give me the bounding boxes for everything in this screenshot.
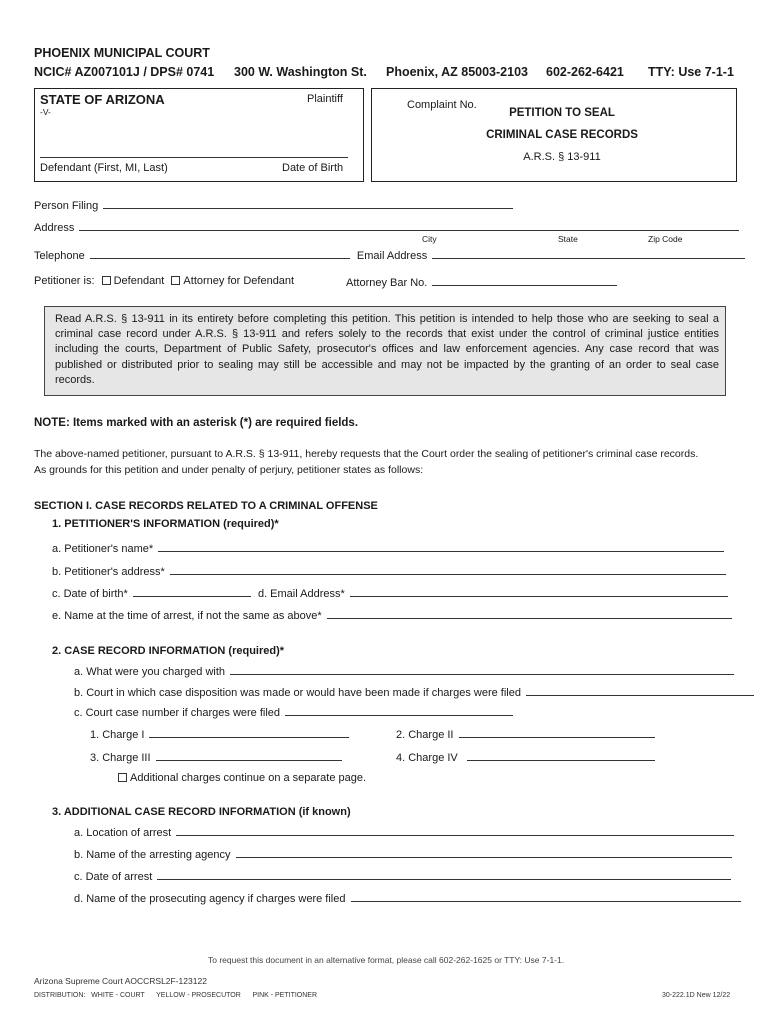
- charge-4-row: [396, 750, 655, 764]
- prosecuting-agency-field[interactable]: [351, 891, 741, 902]
- dob-label: Date of Birth: [282, 162, 344, 174]
- petitioner-dob-label: c. Date of birth*: [52, 588, 128, 600]
- charged-with-row: [74, 664, 734, 678]
- charged-with-field[interactable]: [230, 664, 734, 675]
- petitioner-address-label: b. Petitioner's address*: [52, 566, 165, 578]
- arrest-name-row: [52, 608, 732, 622]
- section-1-title: SECTION I. CASE RECORDS RELATED TO A CRIMINAL OFFENSE: [34, 500, 378, 512]
- charge-2-label: 2. Charge II: [396, 729, 454, 741]
- person-filing-label: Person Filing: [34, 200, 99, 212]
- arrest-date-row: [74, 869, 731, 883]
- telephone-field[interactable]: [90, 248, 350, 259]
- email-field[interactable]: [432, 248, 745, 259]
- email-label: Email Address: [356, 250, 428, 262]
- disposition-court-row: [74, 685, 754, 699]
- charge-2-row: [396, 727, 655, 741]
- disposition-court-field[interactable]: [526, 685, 754, 696]
- petitioner-dob-field[interactable]: [133, 586, 251, 597]
- notice-box: [44, 306, 726, 396]
- petitioner-address-row: [52, 564, 726, 578]
- person-filing-row: [34, 198, 513, 212]
- additional-charges-label: Additional charges continue on a separate page.: [130, 772, 367, 784]
- prosecuting-agency-row: [74, 891, 741, 905]
- petition-statute: A.R.S. § 13-911: [523, 151, 601, 163]
- defendant-checkbox[interactable]: [102, 276, 111, 285]
- bar-no-row: [346, 275, 617, 289]
- charge-3-row: [90, 750, 342, 764]
- form-number: 30-222.1D New 12/22: [662, 992, 731, 999]
- attorney-checkbox[interactable]: [171, 276, 180, 285]
- petitioner-email-label: d. Email Address*: [257, 588, 345, 600]
- disposition-court-label: b. Court in which case disposition was made or would have been made if charges were filed: [74, 687, 521, 699]
- required-note: NOTE: Items marked with an asterisk (*) are required fields.: [34, 417, 359, 429]
- telephone-label: Telephone: [34, 250, 85, 262]
- arrest-name-label: e. Name at the time of arrest, if not the same as above*: [52, 610, 322, 622]
- arrest-date-label: c. Date of arrest: [74, 871, 153, 883]
- petitioner-name-row: [52, 541, 724, 555]
- court-name: PHOENIX MUNICIPAL COURT: [34, 46, 210, 60]
- complaint-no-label: Complaint No.: [407, 99, 477, 111]
- additional-info-heading: 3. ADDITIONAL CASE RECORD INFORMATION (if known): [52, 806, 351, 818]
- case-number-field[interactable]: [285, 705, 513, 716]
- form-id: Arizona Supreme Court AOCCRSL2F-123122: [34, 976, 207, 986]
- petitioner-info-heading: 1. PETITIONER'S INFORMATION (required)*: [52, 518, 279, 530]
- arrest-location-field[interactable]: [176, 825, 734, 836]
- case-number-row: [74, 705, 513, 719]
- defendant-line[interactable]: [40, 157, 348, 158]
- zip-label: Zip Code: [648, 234, 683, 244]
- versus-label: -V-: [40, 107, 51, 117]
- petitioner-name-field[interactable]: [158, 541, 724, 552]
- arrest-location-label: a. Location of arrest: [74, 827, 172, 839]
- additional-charges-row: [118, 772, 366, 784]
- state-of-arizona: STATE OF ARIZONA: [40, 92, 165, 107]
- address-row: [34, 220, 739, 234]
- arrest-location-row: [74, 825, 734, 839]
- person-filing-field[interactable]: [103, 198, 513, 209]
- court-address: 300 W. Washington St.: [234, 65, 367, 79]
- state-label: State: [558, 234, 578, 244]
- case-record-heading: 2. CASE RECORD INFORMATION (required)*: [52, 645, 285, 657]
- alt-format-notice: To request this document in an alternative format, please call 602-262-1625 or TTY: Use 7-1-1.: [208, 955, 565, 965]
- petitioner-is-row: [34, 275, 294, 287]
- intro-line-2: As grounds for this petition and under penalty of perjury, petitioner states as follows:: [34, 464, 424, 476]
- court-tty: TTY: Use 7-1-1: [648, 65, 734, 79]
- telephone-row: [34, 248, 745, 262]
- charge-3-label: 3. Charge III: [90, 752, 151, 764]
- charge-1-field[interactable]: [149, 727, 349, 738]
- arresting-agency-label: b. Name of the arresting agency: [74, 849, 231, 861]
- distribution: DISTRIBUTION: WHITE - COURT YELLOW - PROSECUTOR PINK - PETITIONER: [34, 992, 318, 999]
- charge-1-row: [90, 727, 349, 741]
- arresting-agency-row: [74, 847, 732, 861]
- court-phone: 602-262-6421: [546, 65, 624, 79]
- charged-with-label: a. What were you charged with: [74, 666, 226, 678]
- charge-1-label: 1. Charge I: [90, 729, 145, 741]
- defendant-option: Defendant: [113, 275, 165, 287]
- address-label: Address: [34, 222, 75, 234]
- petitioner-email-field[interactable]: [350, 586, 728, 597]
- bar-no-field[interactable]: [432, 275, 617, 286]
- title-box: [371, 88, 737, 182]
- notice-text: Read A.R.S. § 13-911 in its entirety before completing this petition. This petition is intended to help those who are seeking to seal a criminal case record under A.R.S. § 13-911 and refers solely to the records that exist under the control of criminal justice entities including the courts, Department of Public Safety, prosecutor's offices and law enforcement agencies. Any case record that was published or distributed prior to sealing may still be accessible and may not be impacted by the granting of an order to seal case records.: [55, 313, 719, 386]
- bar-no-label: Attorney Bar No.: [346, 277, 428, 289]
- petition-title: PETITION TO SEAL: [509, 107, 615, 119]
- defendant-label: Defendant (First, MI, Last): [40, 162, 168, 174]
- caption-box: [34, 88, 364, 182]
- prosecuting-agency-label: d. Name of the prosecuting agency if charges were filed: [74, 893, 346, 905]
- arrest-date-field[interactable]: [157, 869, 731, 880]
- city-label: City: [422, 234, 437, 244]
- petitioner-address-field[interactable]: [170, 564, 726, 575]
- charge-2-field[interactable]: [459, 727, 655, 738]
- court-city: Phoenix, AZ 85003-2103: [386, 65, 528, 79]
- charge-3-field[interactable]: [156, 750, 342, 761]
- intro-line-1: The above-named petitioner, pursuant to A.R.S. § 13-911, hereby requests that the Court order the sealing of petitioner's criminal case records.: [34, 448, 699, 460]
- address-field[interactable]: [79, 220, 739, 231]
- plaintiff-label: Plaintiff: [307, 93, 343, 105]
- additional-charges-checkbox[interactable]: [118, 773, 127, 782]
- charge-4-label: 4. Charge IV: [396, 752, 458, 764]
- petitioner-is-label: Petitioner is:: [34, 275, 95, 287]
- arrest-name-field[interactable]: [327, 608, 732, 619]
- court-ncic: NCIC# AZ007101J / DPS# 0741: [34, 65, 215, 79]
- arresting-agency-field[interactable]: [236, 847, 732, 858]
- charge-4-field[interactable]: [467, 750, 655, 761]
- case-number-label: c. Court case number if charges were filed: [74, 707, 281, 719]
- petition-subtitle: CRIMINAL CASE RECORDS: [486, 129, 638, 141]
- petitioner-name-label: a. Petitioner's name*: [52, 543, 154, 555]
- dob-email-row: [52, 586, 728, 600]
- attorney-option: Attorney for Defendant: [183, 275, 295, 287]
